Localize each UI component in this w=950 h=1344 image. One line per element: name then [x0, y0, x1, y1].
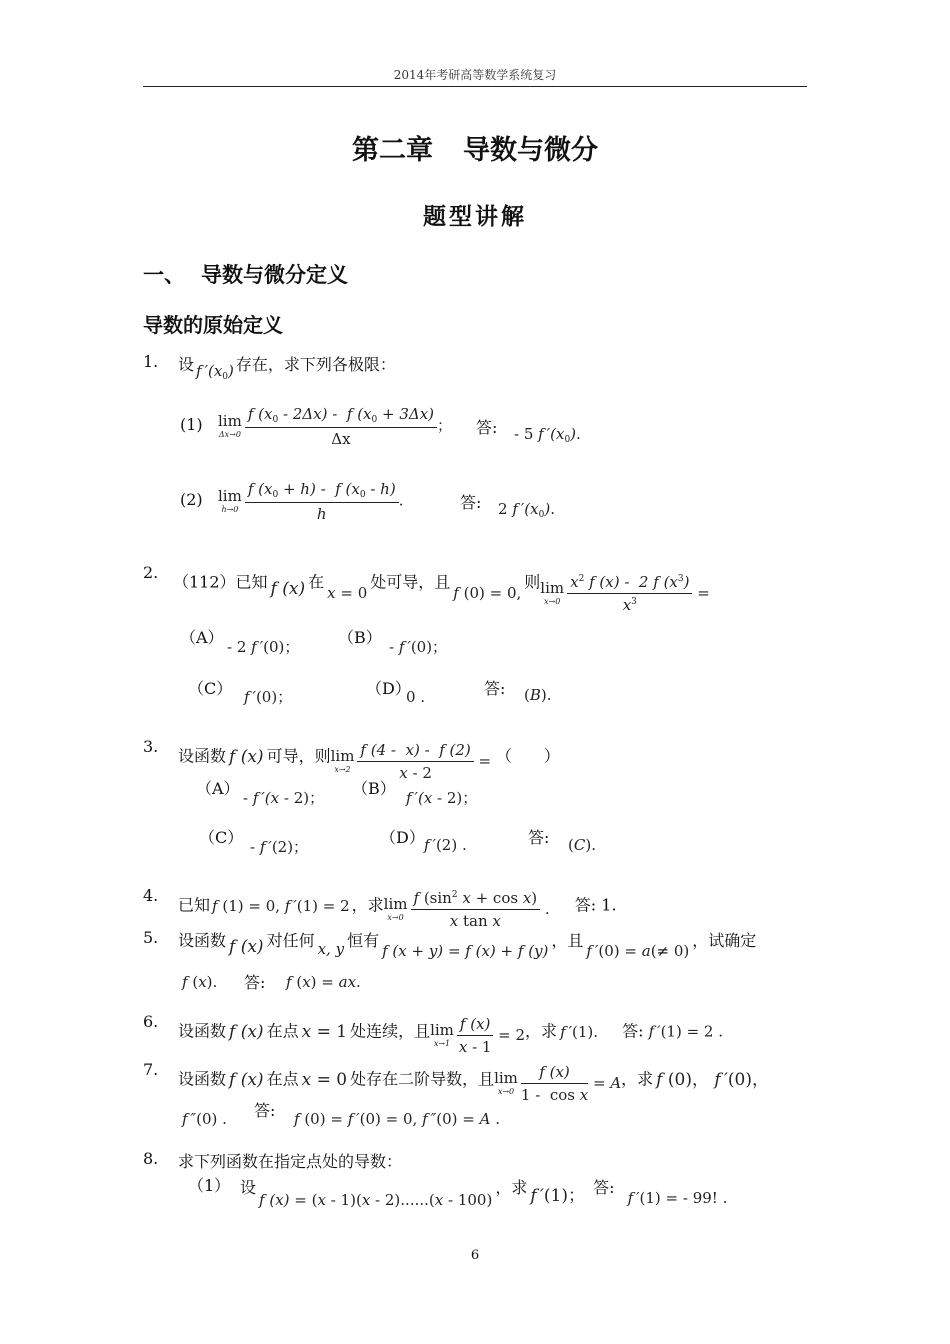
q4-number: 4.: [143, 886, 159, 905]
section-heading: 一、 导数与微分定义: [143, 263, 348, 287]
q5-answer-label: 答:: [244, 973, 266, 992]
q3-answer: (C).: [568, 836, 596, 854]
q5-answer: f (x) = ax.: [286, 973, 361, 991]
q8-part1-stem: 设f (x) = (x - 1)(x - 2)......(x - 100)，求 f ′(1)； 答: f ′(1) = - 99! .: [240, 1178, 728, 1209]
q7-answer-label: 答:: [254, 1101, 276, 1120]
q2-option-a: - 2 f ′(0)；: [227, 638, 300, 656]
q2-answer-label: 答:: [484, 679, 506, 698]
q1-number: 1.: [143, 352, 159, 371]
q1-part1-expr: lim Δx→0 $\frac{f (x_0 - 2\Delta x) - f (x_0 + 3\Delta x)}{\Delta x}$ ；: [218, 405, 453, 448]
q1-part2-answer: 2 f $'(x_0)$.: [498, 500, 555, 520]
q3-option-a: - f ′(x - 2)；: [243, 789, 325, 807]
page-number: 6: [470, 1248, 480, 1263]
q2-option-a-label: （A）: [180, 628, 224, 647]
chapter-title: [0, 128, 950, 167]
q1-part2-expr: lim h→0 $\frac{f (x_0 + h) - f (x_0 - h)}{h}$ .: [218, 480, 404, 523]
q2-option-d-label: （D）: [366, 679, 411, 698]
chapter-number: 第二章: [352, 135, 433, 166]
q1-stem: 设 f $'(x_0)$ 存在，求下列各极限：: [178, 355, 396, 382]
q2-stem: （112）已知 f (x) 在x = 0处可导，且f (0) = 0,则 lim x→0 $\frac{x^2 f (x) - 2 f (x^3)}{x^3}$ =: [173, 572, 710, 614]
running-header: 2014年考研高等数学系统复习: [393, 68, 557, 82]
q2-option-b: - f ′(0)；: [389, 638, 448, 656]
q3-option-d: f ′(2) .: [424, 836, 467, 854]
q2-option-c-label: （C）: [188, 679, 233, 698]
q3-option-c-label: （C）: [199, 828, 244, 847]
q2-number: 2.: [143, 563, 159, 582]
q3-option-d-label: （D）: [380, 828, 425, 847]
q1-part2-answer-label: 答:: [460, 493, 482, 512]
chapter-name: 导数与微分: [463, 135, 598, 166]
q4-stem: 已知 f (1) = 0, f ′(1) = 2 ，求 lim x→0 $\frac{f (\sin^2 x + \cos x)}{\text{x tan x}}$ . 答: 1.: [178, 889, 617, 930]
section-subtitle: 题型讲解: [423, 204, 527, 230]
q3-option-b: f ′(x - 2)；: [406, 789, 478, 807]
q1-part1-label: (1): [180, 415, 203, 434]
q2-option-b-label: （B）: [338, 628, 382, 647]
q1-part1-answer: - 5 f $'(x_0)$.: [514, 425, 581, 445]
q3-number: 3.: [143, 737, 159, 756]
q8-number: 8.: [143, 1149, 159, 1168]
q3-answer-label: 答:: [528, 828, 550, 847]
header-rule: [143, 86, 807, 87]
q8-stem: 求下列函数在指定点处的导数：: [178, 1152, 403, 1171]
q7-number: 7.: [143, 1060, 159, 1079]
q5-stem: 设函数 f (x) 对任何 x, y 恒有f (x + y) = f (x) + f (y)，且f ′(0) = a(≠ 0)，试确定: [178, 931, 757, 960]
q3-stem: 设函数 f (x) 可导，则 lim x→2 $\frac{f (4 - x) - f (2)}{x - 2}$ = （ ）: [178, 741, 560, 782]
q8-part1-label: （1）: [188, 1176, 231, 1195]
q1-part1-answer-label: 答:: [476, 418, 498, 437]
q6-stem: 设函数 f (x) 在点 x = 1 处连续，且 lim x→1 $\frac{f (x)}{x - 1}$ = 2，求 f ′(1). 答: f ′(1) = 2 .: [178, 1015, 724, 1056]
q2-option-d: 0 .: [406, 688, 426, 706]
q5-number: 5.: [143, 928, 159, 947]
q5-stem-cont: f (x).: [182, 973, 218, 991]
q6-number: 6.: [143, 1012, 159, 1031]
q7-answer: f (0) = f ′(0) = 0, f ″(0) = A .: [294, 1110, 500, 1128]
q3-option-c: - f ′(2)；: [250, 838, 309, 856]
q2-option-c: f ′(0)；: [244, 688, 293, 706]
q1-part2-label: (2): [180, 490, 203, 509]
q3-option-b-label: （B）: [352, 779, 396, 798]
q7-stem-cont: f ″(0) .: [182, 1110, 227, 1128]
subsection-heading: 导数的原始定义: [143, 313, 283, 337]
q3-option-a-label: （A）: [196, 779, 240, 798]
q2-answer: (B).: [524, 686, 552, 704]
q7-stem: 设函数 f (x) 在点 x = 0 处存在二阶导数，且 lim x→0 $\frac{f (x)}{\text{1 - cos x}}$ = A，求 f (0)， f ′(0)，: [178, 1063, 770, 1104]
